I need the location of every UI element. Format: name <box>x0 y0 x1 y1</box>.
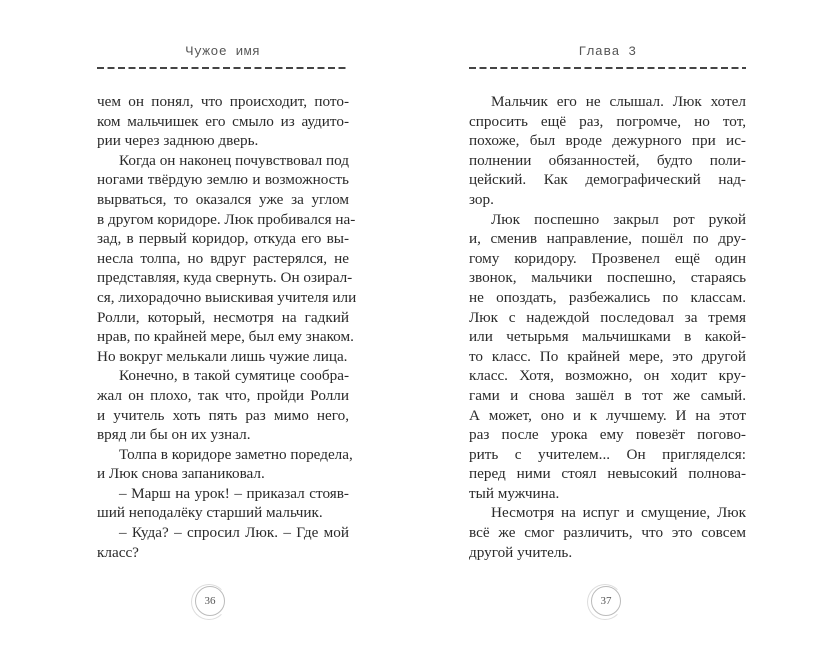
text-line: или четырьмя мальчишками в какой- <box>469 328 746 346</box>
text-line: другой учитель. <box>469 543 573 561</box>
text-line: то класс. По крайней мере, это другой <box>469 347 746 365</box>
text-line: представляя, куда свернуть. Он озирал- <box>97 269 353 287</box>
text-line: – Марш на урок! – приказал стояв- <box>119 484 349 502</box>
text-line: раз после урока ему повезёт погово- <box>469 426 746 444</box>
paragraph <box>97 151 357 367</box>
left-page <box>97 0 357 656</box>
text-line: А может, оно и к лучшему. И на этот <box>469 406 746 424</box>
paragraph <box>469 210 746 504</box>
paragraph <box>469 503 746 562</box>
text-line: рии через заднюю дверь. <box>97 132 259 150</box>
text-line: похоже, был вроде дежурного при ис- <box>469 132 746 150</box>
paragraph <box>97 445 353 484</box>
text-line: Ролли, который, несмотря на гадкий <box>97 308 349 326</box>
text-line: и, сменив направление, пошёл по дру- <box>469 230 746 248</box>
text-line: цейский. Как демографический над- <box>469 171 746 189</box>
text-line: Но вокруг мелькали лишь чужие лица. <box>97 347 348 365</box>
text-line: чем он понял, что происходит, пото- <box>97 93 349 110</box>
text-line: Толпа в коридоре заметно поредела, <box>119 445 353 463</box>
text-line: ком мальчишек его смыло из аудито- <box>97 112 349 130</box>
text-line: жал он плохо, так что, пройди Ролли <box>97 386 349 404</box>
paragraph <box>97 484 349 523</box>
header-dashed-rule <box>97 67 349 69</box>
text-line: класс? <box>97 543 139 561</box>
text-line: Когда он наконец почувствовал под <box>119 151 349 169</box>
paragraph <box>97 523 349 562</box>
text-line: Мальчик его не слышал. Люк хотел <box>491 93 746 110</box>
running-header-book-title: Чужое имя <box>185 44 261 59</box>
text-line: и учитель хоть пять раз мимо него, <box>97 406 349 424</box>
text-line: зор. <box>469 190 494 208</box>
text-line: перед ними стоял невысокий полнова- <box>469 465 746 483</box>
text-line: спросить ещё раз, погромче, но тот, <box>469 112 746 130</box>
page-body <box>469 92 746 562</box>
running-header-chapter: Глава 3 <box>578 44 637 59</box>
text-line: – Куда? – спросил Люк. – Где мой <box>119 524 349 542</box>
text-line: Люк поспешно закрыл рот рукой <box>491 210 746 228</box>
page-body <box>97 92 357 562</box>
text-line: и Люк снова запаниковал. <box>97 465 265 483</box>
text-line: вырваться, то оказался уже за углом <box>97 190 349 208</box>
text-line: зад, в первый коридор, откуда его вы- <box>97 230 349 248</box>
right-page <box>469 0 746 656</box>
header-dashed-rule <box>469 67 746 69</box>
text-line: ся, лихорадочно выискивая учителя или <box>97 288 357 306</box>
text-line: ногами твёрдую землю и возможность <box>97 171 349 189</box>
text-line: не опоздать, разбежались по классам. <box>469 288 746 306</box>
text-line: вряд ли бы он их узнал. <box>97 426 251 444</box>
text-line: Конечно, в такой сумятице сообра- <box>119 367 349 385</box>
text-line: рить с учителем... Он пригляделся: <box>469 445 746 463</box>
text-line: Несмотря на испуг и смущение, Люк <box>491 504 746 522</box>
text-line: класс. Хотя, возможно, он ходит кру- <box>469 367 746 385</box>
text-line: звонок, мальчики поспешно, стараясь <box>469 269 746 287</box>
paragraph <box>97 92 349 151</box>
text-line: несла толпа, но вдруг растерялся, не <box>97 249 349 267</box>
page-number: 37 <box>591 586 621 616</box>
page-number: 36 <box>195 586 225 616</box>
text-line: нрав, по крайней мере, был ему знаком. <box>97 328 354 346</box>
paragraph <box>469 92 746 210</box>
text-line: Люк с надеждой последовал за тремя <box>469 308 746 326</box>
text-line: тый мужчина. <box>469 484 560 502</box>
text-line: полнении обязанностей, будто поли- <box>469 151 746 169</box>
text-line: гому коридору. Прозвенел ещё один <box>469 249 746 267</box>
text-line: всё же смог различить, что это совсем <box>469 524 746 542</box>
text-line: в другом коридоре. Люк пробивался на- <box>97 210 356 228</box>
text-line: ший неподалёку старший мальчик. <box>97 504 323 522</box>
paragraph <box>97 366 349 444</box>
text-line: гами и снова зашёл в тот же самый. <box>469 386 746 404</box>
